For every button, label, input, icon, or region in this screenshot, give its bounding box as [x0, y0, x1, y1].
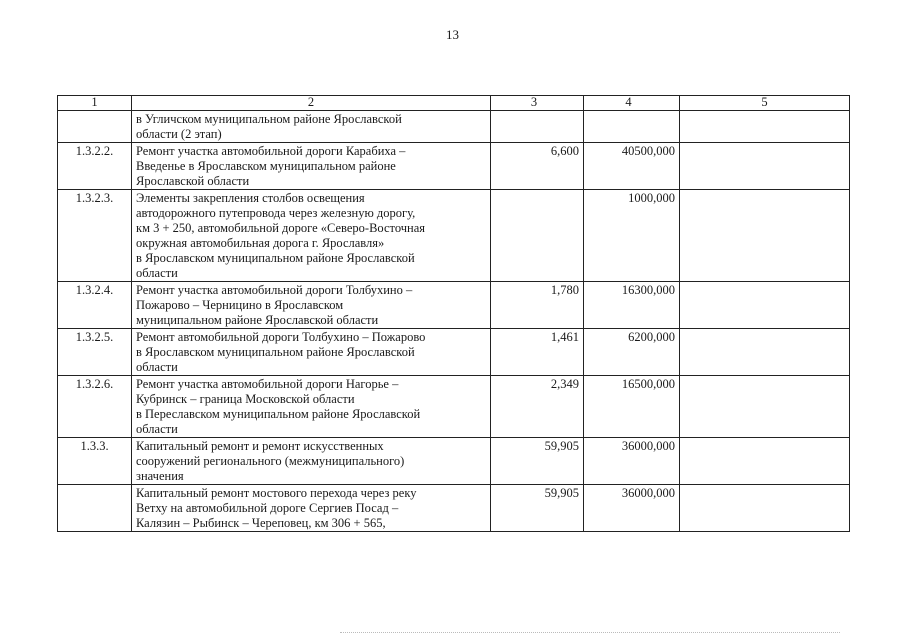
item-description: Капитальный ремонт мостового перехода через реку Ветху на автомобильной дороге Сергиев Посад – Калязин – Рыбинск – Череповец, км 306 + 565,	[132, 485, 491, 532]
item-amount: 36000,000	[584, 438, 680, 485]
scan-artifact-line	[340, 632, 840, 635]
table-row	[58, 282, 850, 329]
item-note	[680, 190, 850, 282]
item-amount: 36000,000	[584, 485, 680, 532]
item-description: Ремонт участка автомобильной дороги Карабиха – Введенье в Ярославском муниципальном районе Ярославской области	[132, 143, 491, 190]
column-header-1: 1	[58, 96, 132, 111]
column-header-3: 3	[491, 96, 584, 111]
item-code: 1.3.2.5.	[58, 329, 132, 376]
column-header-4: 4	[584, 96, 680, 111]
table-header-row	[58, 96, 850, 111]
budget-table	[57, 95, 850, 532]
item-length: 1,461	[491, 329, 584, 376]
item-note	[680, 438, 850, 485]
item-description: в Угличском муниципальном районе Ярославской области (2 этап)	[132, 111, 491, 143]
item-code: 1.3.2.6.	[58, 376, 132, 438]
table-row	[58, 143, 850, 190]
table-row	[58, 329, 850, 376]
item-code: 1.3.2.4.	[58, 282, 132, 329]
item-length	[491, 111, 584, 143]
item-description: Элементы закрепления столбов освещения автодорожного путепровода через железную дорогу, км 3 + 250, автомобильной дороге «Северо-Восточная окружная автомобильная дорога г. Ярославля» в Ярославском муниципальном районе Ярославской области	[132, 190, 491, 282]
table-row	[58, 485, 850, 532]
item-note	[680, 111, 850, 143]
item-note	[680, 485, 850, 532]
item-length: 59,905	[491, 485, 584, 532]
item-length: 59,905	[491, 438, 584, 485]
table-row	[58, 438, 850, 485]
item-length	[491, 190, 584, 282]
item-description: Ремонт участка автомобильной дороги Нагорье – Кубринск – граница Московской области в Переславском муниципальном районе Ярославской области	[132, 376, 491, 438]
table-row	[58, 190, 850, 282]
item-length: 6,600	[491, 143, 584, 190]
item-code: 1.3.3.	[58, 438, 132, 485]
item-code: 1.3.2.3.	[58, 190, 132, 282]
item-amount: 16500,000	[584, 376, 680, 438]
item-code	[58, 485, 132, 532]
item-code: 1.3.2.2.	[58, 143, 132, 190]
item-amount: 40500,000	[584, 143, 680, 190]
item-amount: 16300,000	[584, 282, 680, 329]
item-note	[680, 329, 850, 376]
item-amount	[584, 111, 680, 143]
item-code	[58, 111, 132, 143]
item-amount: 1000,000	[584, 190, 680, 282]
item-note	[680, 376, 850, 438]
item-description: Ремонт автомобильной дороги Толбухино – Пожарово в Ярославском муниципальном районе Ярославской области	[132, 329, 491, 376]
table-row	[58, 376, 850, 438]
table-row	[58, 111, 850, 143]
column-header-2: 2	[132, 96, 491, 111]
item-length: 1,780	[491, 282, 584, 329]
item-note	[680, 282, 850, 329]
item-description: Ремонт участка автомобильной дороги Толбухино – Пожарово – Черницино в Ярославском муниципальном районе Ярославской области	[132, 282, 491, 329]
page-number: 13	[446, 27, 459, 42]
item-length: 2,349	[491, 376, 584, 438]
item-description: Капитальный ремонт и ремонт искусственных сооружений регионального (межмуниципального) значения	[132, 438, 491, 485]
item-note	[680, 143, 850, 190]
column-header-5: 5	[680, 96, 850, 111]
item-amount: 6200,000	[584, 329, 680, 376]
